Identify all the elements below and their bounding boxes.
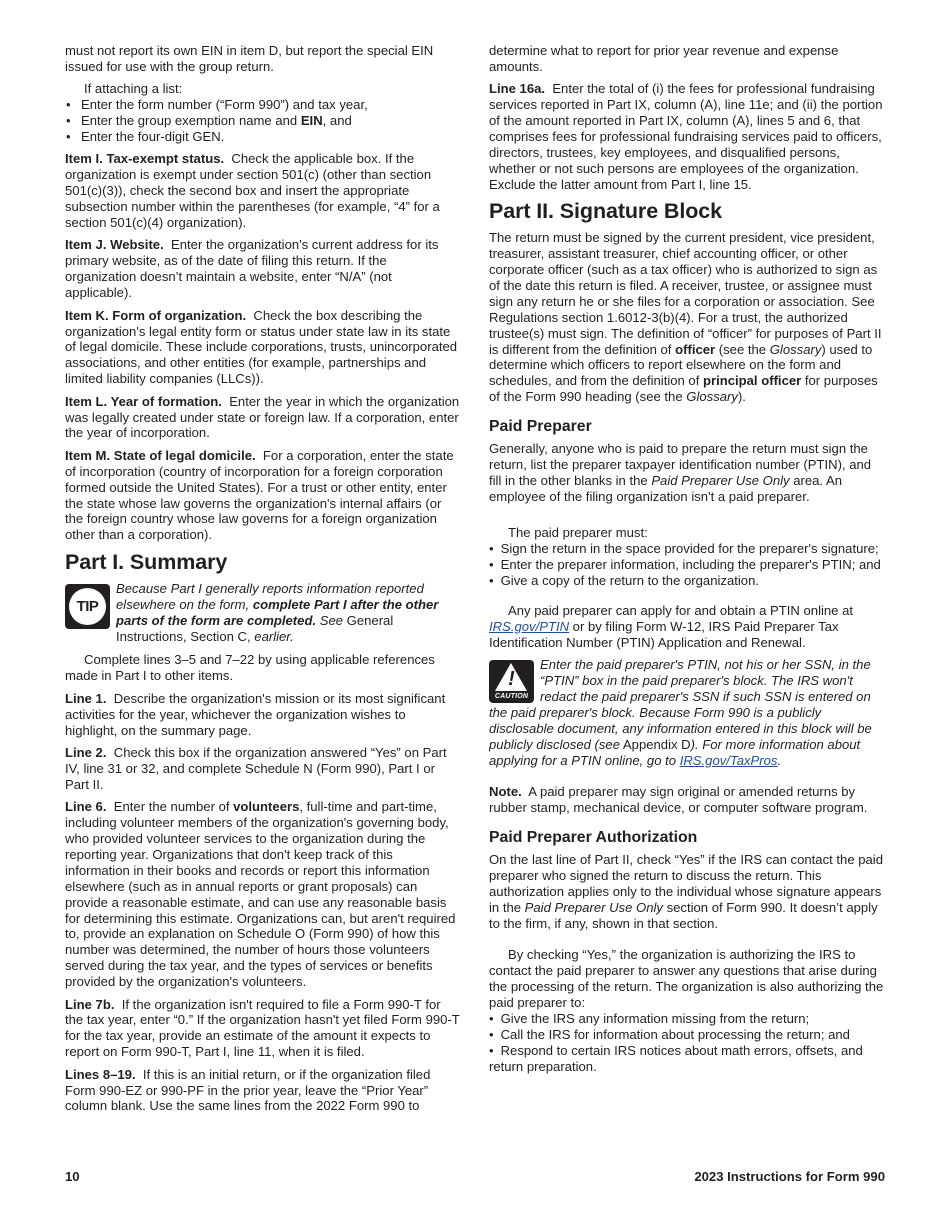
paid-preparer-heading: Paid Preparer: [489, 418, 592, 436]
list-item: • Enter the four-digit GEN.: [65, 129, 461, 145]
line-1: Line 1. Describe the organization's mission or its most significant activities for the year, whichever the organization wishes to highlight, on the summary page.: [65, 690, 446, 738]
item-heading: Item I. Tax-exempt status.: [65, 151, 225, 167]
line-16a: Line 16a. Enter the total of (i) the fees for professional fundraising services reported in Part IX, column (A), line 11e; and (ii) the portion of the amount reported in Part IX, column (A), lines 5 and 6, that comprises fees for professional fundraising services paid to officers, directors, trustees, key employees, and disqualified persons, whether or not such persons are employees of the organization. Exclude the latter amount from Part I, line 15.: [489, 81, 883, 192]
line-2: Line 2. Check this box if the organization answered “Yes” on Part IV, line 31 or 32, and complete Schedule N (Form 990), Part I or Part II.: [65, 744, 447, 792]
item-heading: Item M. State of legal domicile.: [65, 447, 256, 463]
tip-box: TIP Because Part I generally reports information reported elsewhere on the form, complete Part I after the other parts of the form are completed. See General Instructions, Section C, earlier.: [65, 581, 461, 645]
must-intro: The paid preparer must:: [508, 525, 648, 541]
authorization-paragraph: On the last line of Part II, check “Yes” if the IRS can contact the paid preparer who signed the return to discuss the return. This authorization applies only to the individual whose signature appears in the Paid Preparer Use Only section of Form 990. It doesn’t apply to the firm, if any, shown in that section.: [489, 852, 883, 931]
intro-paragraph: determine what to report for prior year revenue and expense amounts.: [489, 43, 839, 74]
paid-preparer-paragraph: Generally, anyone who is paid to prepare the return must sign the return, list the preparer taxpayer identification number (PTIN), and fill in the other blanks in the Paid Preparer Use Only area. An employee of the filing organization isn't a paid preparer.: [489, 441, 872, 504]
caution-box: ! CAUTION Enter the paid preparer's PTIN, not his or her SSN, in the “PTIN” box in the paid preparer's block. The IRS won't redact the paid preparer's SSN if such SSN is entered on the paid preparer's block. Because Form 990 is a publicly disclosable document, any information entered in this block will be publicly disclosed (see Appendix D). For more information about applying for a PTIN online, go to IRS.gov/TaxPros.: [489, 657, 872, 768]
must-list: [489, 541, 885, 589]
attach-list: [65, 97, 461, 145]
authorization-heading: Paid Preparer Authorization: [489, 829, 698, 847]
item-l: Item L. Year of formation. Enter the year in which the organization was legally created under state or foreign law. If a corporation, enter the year of incorporation.: [65, 393, 460, 441]
line-6: Line 6. Enter the number of volunteers, full-time and part-time, including volunteer members of the organization's governing body, who provided volunteer services to the organization during the reporting year. Organizations that don't keep track of this information in their books and records or report this information elsewhere (such as in annual reports or grant proposals) can provide a reasonable estimate, and can use any reasonable basis for determining this estimate. Organizations can, but aren't required to, provide an explanation on Schedule O (Form 990) of how this number was determined, the number of hours those volunteers served during the tax year, and the types of services or benefits provided by the organization's volunteers.: [65, 799, 456, 990]
part2-heading: Part II. Signature Block: [489, 199, 722, 224]
right-column: [489, 43, 885, 1075]
list-item: • Enter the form number (“Form 990”) and tax year,: [65, 97, 461, 113]
item-i: Item I. Tax-exempt status. Check the applicable box. If the organization is exempt under section 501(c) (other than section 501(c)(3)), check the second box and insert the appropriate subsection number within the parentheses (for example, “4” for a section 501(c)(4) organization).: [65, 151, 440, 231]
item-k: Item K. Form of organization. Check the box describing the organization's legal entity form or status under state law in its state of legal domicile. These include corporations, trusts, unincorporated associations, and other entities (for example, partnerships and limited liability companies (LLCs)).: [65, 307, 458, 387]
line-7b: Line 7b. If the organization isn't required to file a Form 990-T for the tax year, enter “0.” If the organization hasn't yet filed Form 990-T for the tax year, provide an estimate of the amount it expects to report on Form 990-T, Part I, line 11, when it is filed.: [65, 996, 460, 1060]
signature-paragraph: The return must be signed by the current president, vice president, treasurer, assistant treasurer, chief accounting officer, or other corporate officer (such as a tax officer) who is authorized to sign as of the date this return is filed. A receiver, trustee, or assignee must sign any return he or she files for a corporation or association. See Regulations section 1.6012-3(b)(4). For a trust, the authorized trustee(s) must sign. The definition of “officer” for purposes of Part II is different from the definition of officer (see the Glossary) used to determine which officers to report elsewhere on the form and schedules, and from the definition of principal officer for purposes of the Form 990 heading (see the Glossary).: [489, 230, 882, 405]
list-item: • Give the IRS any information missing from the return;: [489, 1011, 885, 1027]
page-number: 10: [65, 1169, 80, 1184]
irs-taxpros-link[interactable]: IRS.gov/TaxPros: [679, 752, 778, 768]
note-paragraph: Note. A paid preparer may sign original or amended returns by rubber stamp, mechanical device, or computer software program.: [489, 784, 868, 816]
irs-ptin-link[interactable]: IRS.gov/PTIN: [489, 618, 570, 634]
tip-icon: TIP: [65, 584, 110, 629]
list-item: • Enter the group exemption name and EIN, and: [65, 113, 461, 129]
item-heading: Item K. Form of organization.: [65, 307, 247, 323]
lines-8-19: Lines 8–19. If this is an initial return, or if the organization filed Form 990-EZ or 990-PF in the prior year, leave the “Prior Year” column blank. Use the same lines from the 2022 Form 990 to: [65, 1066, 431, 1114]
list-item: • Give a copy of the return to the organization.: [489, 573, 885, 589]
intro-paragraph: must not report its own EIN in item D, but report the special EIN issued for use with the group return.: [65, 43, 434, 74]
authorization-list: [489, 1011, 885, 1075]
part1-heading: Part I. Summary: [65, 549, 228, 574]
list-item: • Respond to certain IRS notices about math errors, offsets, and return preparation.: [489, 1043, 885, 1075]
caution-icon: ! CAUTION: [489, 660, 534, 703]
item-m: Item M. State of legal domicile. For a corporation, enter the state of incorporation (country of incorporation for a foreign corporation formed outside the United States). For a trust or other entity, enter the state whose law governs the organization's internal affairs (or the foreign country whose law governs for a foreign organization other than a corporation).: [65, 447, 454, 543]
ptin-paragraph: Any paid preparer can apply for and obtain a PTIN online at IRS.gov/PTIN or by filing Form W-12, IRS Paid Preparer Tax Identification Number (PTIN) Application and Renewal.: [489, 602, 854, 650]
list-item: • Enter the preparer information, including the preparer's PTIN; and: [489, 557, 885, 573]
item-heading: Item L. Year of formation.: [65, 393, 222, 409]
list-item: • Call the IRS for information about processing the return; and: [489, 1027, 885, 1043]
document-title: 2023 Instructions for Form 990: [694, 1169, 885, 1184]
list-item: • Sign the return in the space provided for the preparer's signature;: [489, 541, 885, 557]
complete-lines-paragraph: Complete lines 3–5 and 7–22 by using applicable references made in Part I to other items.: [65, 652, 435, 684]
item-heading: Item J. Website.: [65, 237, 164, 253]
list-intro: If attaching a list:: [84, 81, 183, 97]
checking-yes-paragraph: By checking “Yes,” the organization is authorizing the IRS to contact the paid preparer to answer any questions that arise during the processing of the return. The organization is also authorizing the paid preparer to:: [489, 947, 884, 1010]
item-j: Item J. Website. Enter the organization's current address for its primary website, as of the date of filing this return. If the organization doesn’t maintain a website, enter “N/A” (not applicable).: [65, 237, 439, 301]
left-column: [65, 43, 461, 1121]
